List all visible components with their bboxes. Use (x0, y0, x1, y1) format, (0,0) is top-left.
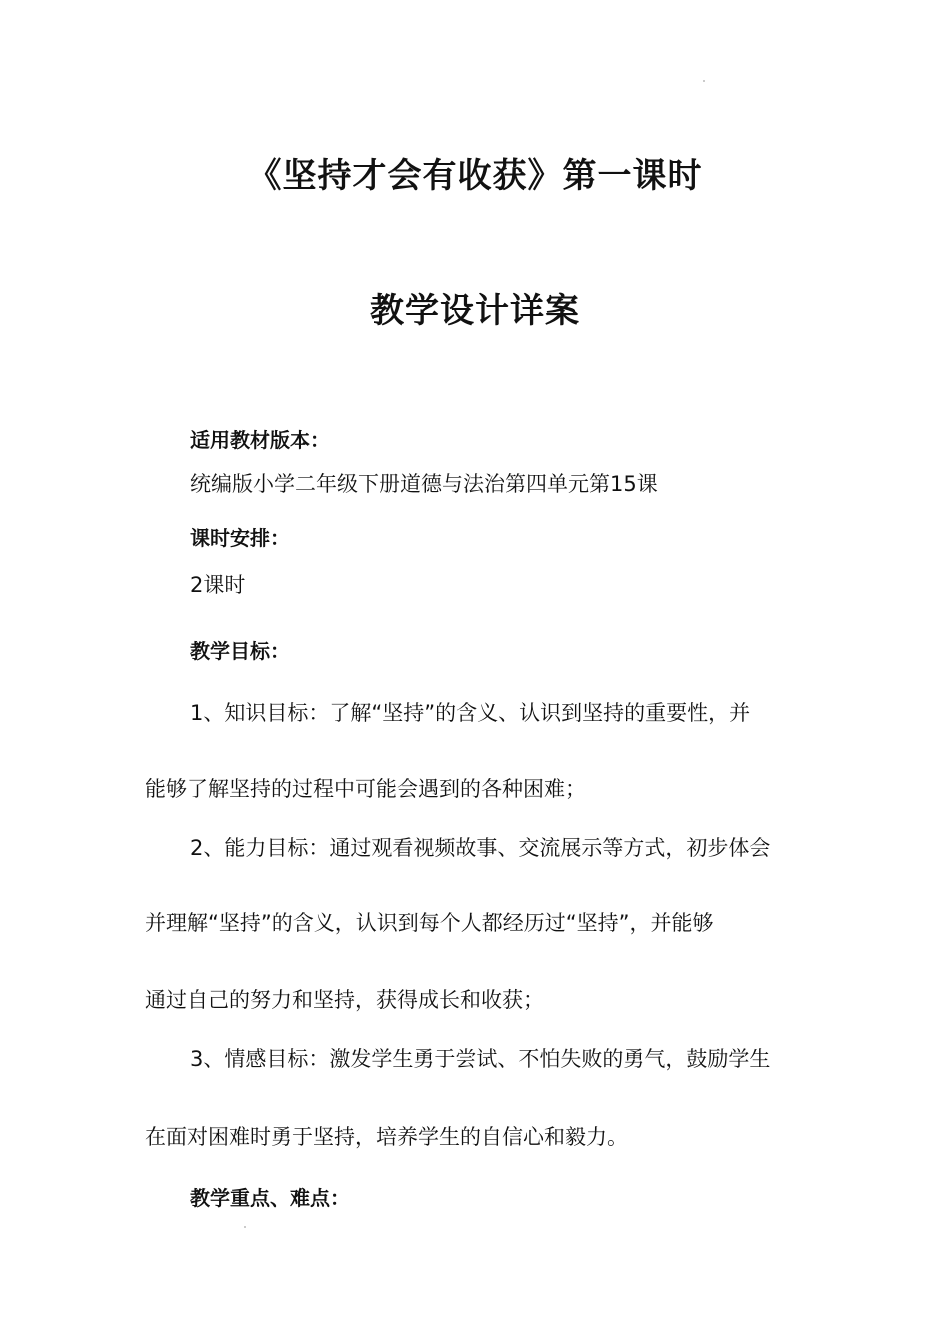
document-title-line2: 教学设计详案 (370, 291, 580, 331)
key-points-label: 教学重点、难点： (190, 1186, 350, 1210)
objectives-label: 教学目标： (190, 639, 290, 663)
objective-2-line1: 2、能力目标：通过观看视频故事、交流展示等方式，初步体会 (190, 836, 771, 860)
objective-2-line3: 通过自己的努力和坚持，获得成长和收获； (145, 988, 544, 1012)
document-title-line1: 《坚持才会有收获》第一课时 (247, 156, 703, 196)
textbook-value: 统编版小学二年级下册道德与法治第四单元第15课 (190, 472, 658, 496)
scan-dot (244, 1226, 246, 1228)
schedule-value: 2课时 (190, 573, 246, 597)
objective-3-line1: 3、情感目标：激发学生勇于尝试、不怕失败的勇气，鼓励学生 (190, 1047, 771, 1071)
schedule-label: 课时安排： (190, 526, 290, 550)
objective-2-line2: 并理解“坚持”的含义，认识到每个人都经历过“坚持”，并能够 (145, 911, 714, 935)
scan-dot (703, 80, 705, 82)
objective-1-line2: 能够了解坚持的过程中可能会遇到的各种困难； (145, 777, 586, 801)
objective-1-line1: 1、知识目标：了解“坚持”的含义、认识到坚持的重要性，并 (190, 701, 751, 725)
textbook-label: 适用教材版本： (190, 428, 330, 452)
objective-3-line2: 在面对困难时勇于坚持，培养学生的自信心和毅力。 (145, 1125, 628, 1149)
